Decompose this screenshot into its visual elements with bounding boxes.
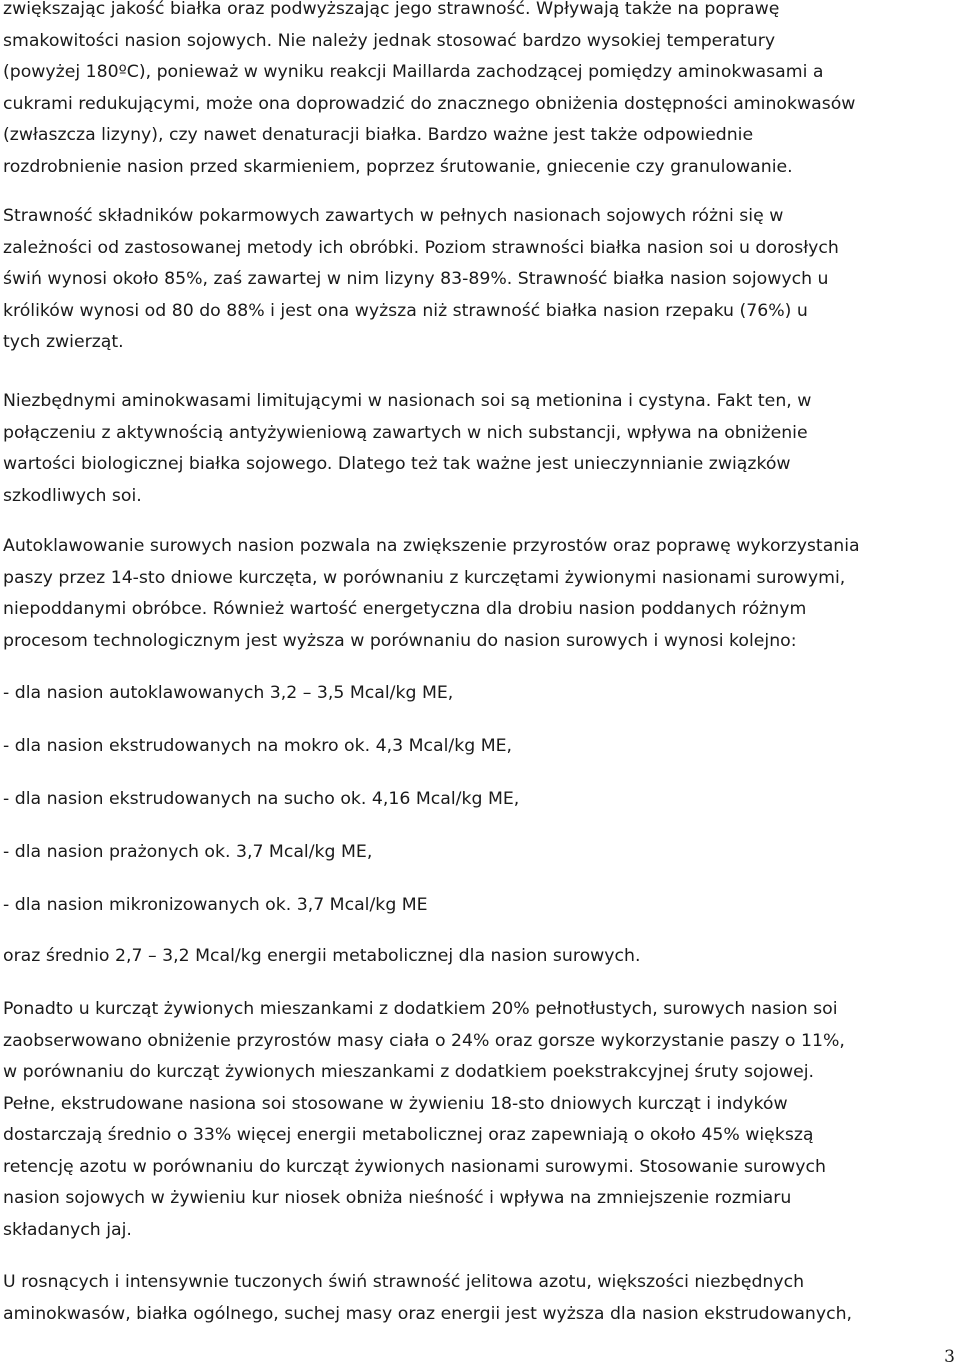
- text-line: cukrami redukującymi, może ona doprowadzić do znacznego obniżenia dostępności aminokwasów: [3, 93, 856, 114]
- text-line: - dla nasion ekstrudowanych na mokro ok. 4,3 Mcal/kg ME,: [3, 736, 513, 756]
- text-line: paszy przez 14-sto dniowe kurczęta, w porównaniu z kurczętami żywionymi nasionami surowymi,: [3, 567, 846, 588]
- text-line: - dla nasion mikronizowanych ok. 3,7 Mcal/kg ME: [3, 895, 428, 915]
- paragraph: [3, 731, 960, 763]
- text-line: rozdrobnienie nasion przed skarmieniem, poprzez śrutowanie, gniecenie czy granulowanie.: [3, 156, 793, 177]
- paragraph: [3, 201, 960, 359]
- text-line: U rosnących i intensywnie tuczonych świń strawność jelitowa azotu, większości niezbędnych: [3, 1272, 805, 1292]
- paragraph: [3, 678, 960, 710]
- text-line: aminokwasów, białka ogólnego, suchej masy oraz energii jest wyższa dla nasion ekstrudowanych,: [3, 1303, 853, 1324]
- text-line: tych zwierząt.: [3, 332, 124, 352]
- text-line: w porównaniu do kurcząt żywionych mieszankami z dodatkiem poekstrakcyjnej śruty sojowej.: [3, 1062, 815, 1082]
- text-line: Autoklawowanie surowych nasion pozwala na zwiększenie przyrostów oraz poprawę wykorzystania: [3, 536, 860, 556]
- text-line: Niezbędnymi aminokwasami limitującymi w nasionach soi są metionina i cystyna. Fakt ten, w: [3, 391, 812, 411]
- paragraph: [3, 994, 960, 1246]
- paragraph: [3, 837, 960, 869]
- text-line: Strawność składników pokarmowych zawartych w pełnych nasionach sojowych różni się w: [3, 206, 784, 226]
- text-line: niepoddanymi obróbce. Również wartość energetyczna dla drobiu nasion poddanych różnym: [3, 599, 807, 619]
- paragraph: [3, 941, 960, 973]
- text-line: - dla nasion ekstrudowanych na sucho ok. 4,16 Mcal/kg ME,: [3, 789, 520, 809]
- paragraph: [3, 890, 960, 922]
- paragraph: [3, 0, 960, 183]
- text-line: - dla nasion autoklawowanych 3,2 – 3,5 Mcal/kg ME,: [3, 683, 454, 703]
- text-line: Ponadto u kurcząt żywionych mieszankami z dodatkiem 20% pełnotłustych, surowych nasion soi: [3, 999, 838, 1019]
- text-line: dostarczają średnio o 33% więcej energii metabolicznej oraz zapewniają o około 45% większą: [3, 1125, 814, 1145]
- text-line: połączeniu z aktywnością antyżywieniową zawartych w nich substancji, wpływa na obniżenie: [3, 422, 808, 443]
- text-line: wartości biologicznej białka sojowego. Dlatego też tak ważne jest unieczynnianie związków: [3, 454, 791, 474]
- text-line: zależności od zastosowanej metody ich obróbki. Poziom strawności białka nasion soi u dorosłych: [3, 237, 839, 258]
- text-line: oraz średnio 2,7 – 3,2 Mcal/kg energii metabolicznej dla nasion surowych.: [3, 946, 641, 966]
- text-line: procesom technologicznym jest wyższa w porównaniu do nasion surowych i wynosi kolejno:: [3, 630, 797, 651]
- text-line: retencję azotu w porównaniu do kurcząt żywionych nasionami surowymi. Stosowanie surowych: [3, 1156, 826, 1177]
- text-line: szkodliwych soi.: [3, 485, 142, 506]
- text-line: (zwłaszcza lizyny), czy nawet denaturacji białka. Bardzo ważne jest także odpowiednie: [3, 125, 754, 145]
- paragraph: [3, 1267, 960, 1330]
- text-line: smakowitości nasion sojowych. Nie należy jednak stosować bardzo wysokiej temperatury: [3, 30, 776, 51]
- text-line: Pełne, ekstrudowane nasiona soi stosowane w żywieniu 18-sto dniowych kurcząt i indyków: [3, 1093, 788, 1114]
- page-number: 3: [944, 1347, 955, 1367]
- text-line: zaobserwowano obniżenie przyrostów masy ciała o 24% oraz gorsze wykorzystanie paszy o 11%,: [3, 1030, 845, 1051]
- paragraph: [3, 784, 960, 816]
- paragraph: [3, 386, 960, 512]
- text-line: - dla nasion prażonych ok. 3,7 Mcal/kg ME,: [3, 842, 373, 862]
- text-line: (powyżej 180ºC), ponieważ w wyniku reakcji Maillarda zachodzącej pomiędzy aminokwasami a: [3, 62, 824, 82]
- paragraph: [3, 531, 960, 657]
- text-line: składanych jaj.: [3, 1219, 132, 1240]
- text-line: nasion sojowych w żywieniu kur niosek obniża nieśność i wpływa na zmniejszenie rozmiaru: [3, 1188, 792, 1208]
- text-line: świń wynosi około 85%, zaś zawartej w nim lizyny 83-89%. Strawność białka nasion sojowych u: [3, 269, 829, 289]
- text-line: królików wynosi od 80 do 88% i jest ona wyższa niż strawność białka nasion rzepaku (76%) u: [3, 300, 808, 321]
- text-line: zwiększając jakość białka oraz podwyższając jego strawność. Wpływają także na poprawę: [3, 0, 780, 19]
